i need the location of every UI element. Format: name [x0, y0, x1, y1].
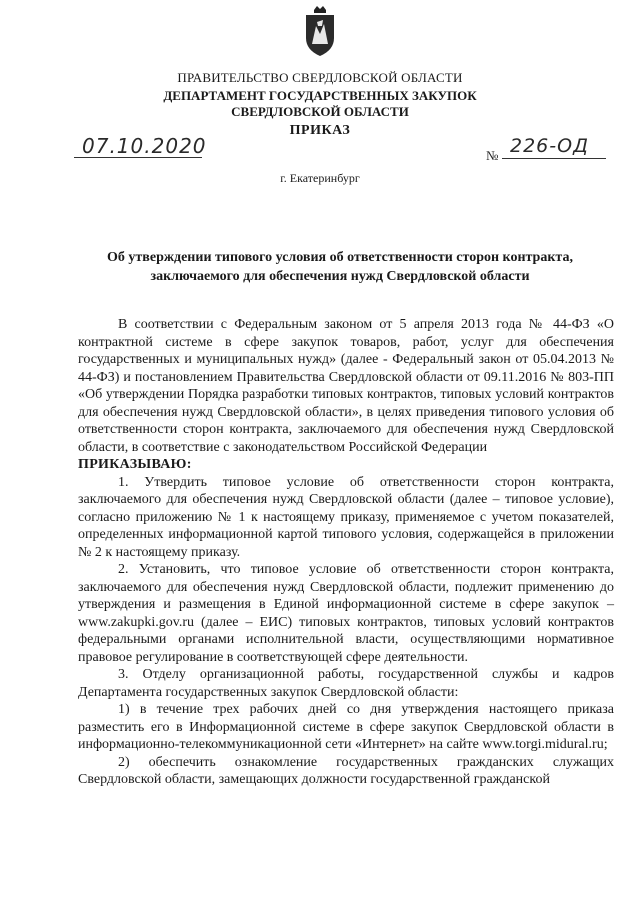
order-title [70, 248, 610, 286]
city: г. Екатеринбург [280, 171, 360, 185]
item-3-paragraph: 3. Отделу организационной работы, государственной службы и кадров Департамента государственных закупок Свердловской области: [78, 667, 614, 700]
preamble-paragraph: В соответствии с Федеральным законом от 5 апреля 2013 года № 44-ФЗ «О контрактной системе в сфере закупок товаров, работ, услуг для обеспечения государственных и муниципальных нужд» (далее - Федеральный закон от 05.04.2013 № 44-ФЗ) и постановлением Правительства Свердловской области от 09.11.2016 № 803-ПП «Об утверждении Порядка разработки типовых контрактов, типовых условий контрактов для обеспечения нужд Свердловской области», в целях приведения типового условия об ответственности сторон контракта, заключаемого для обеспечения нужд Свердловской области, в соответствие с законодательством Российской Федерации [78, 317, 614, 455]
order-title-line1: Об утверждении типового условия об ответственности сторон контракта, [107, 250, 573, 265]
coat-of-arms-icon [302, 4, 338, 58]
order-title-line2: заключаемого для обеспечения нужд Свердловской области [150, 269, 530, 284]
number-sign: № [486, 148, 499, 163]
order-body [78, 316, 614, 789]
order-number-handwritten: 226-ОД [510, 135, 589, 157]
item-3-2-paragraph: 2) обеспечить ознакомление государственных гражданских служащих Свердловской области, замещающих должности государственной гражданской [78, 754, 614, 787]
document-type: ПРИКАЗ [289, 123, 351, 138]
date-underline [74, 157, 202, 158]
government-name: ПРАВИТЕЛЬСТВО СВЕРДЛОВСКОЙ ОБЛАСТИ [177, 70, 463, 85]
item-2-paragraph: 2. Установить, что типовое условие об ответственности сторон контракта, заключаемого для обеспечения нужд Свердловской области, подлежит применению до утверждения и размещения в Единой информационной системе в сфере закупок – www.zakupki.gov.ru (далее – ЕИС) типовых контрактов, типовых условий контрактов федеральными органами исполнительной власти, осуществляющими нормативное правовое регулирование в соответствующей сфере деятельности. [78, 562, 614, 665]
order-date-handwritten: 07.10.2020 [82, 134, 207, 158]
number-underline [502, 158, 606, 159]
item-1-paragraph: 1. Утвердить типовое условие об ответственности сторон контракта, заключаемого для обеспечения нужд Свердловской области (далее – типовое условие), согласно приложению № 1 к настоящему приказу, применяемое с учетом показателей, определенных информационной картой типового условия, содержащейся в приложении № 2 к настоящему приказу. [78, 474, 614, 560]
department-name-line2: СВЕРДЛОВСКОЙ ОБЛАСТИ [231, 104, 409, 119]
item-3-1-paragraph: 1) в течение трех рабочих дней со дня утверждения настоящего приказа разместить его в Информационной системе в сфере закупок Свердловской области в информационно-телекоммуникационной сети «Интернет» на сайте www.torgi.midural.ru; [78, 702, 614, 752]
department-name-line1: ДЕПАРТАМЕНТ ГОСУДАРСТВЕННЫХ ЗАКУПОК [163, 88, 477, 103]
orders-keyword: ПРИКАЗЫВАЮ: [78, 457, 192, 472]
